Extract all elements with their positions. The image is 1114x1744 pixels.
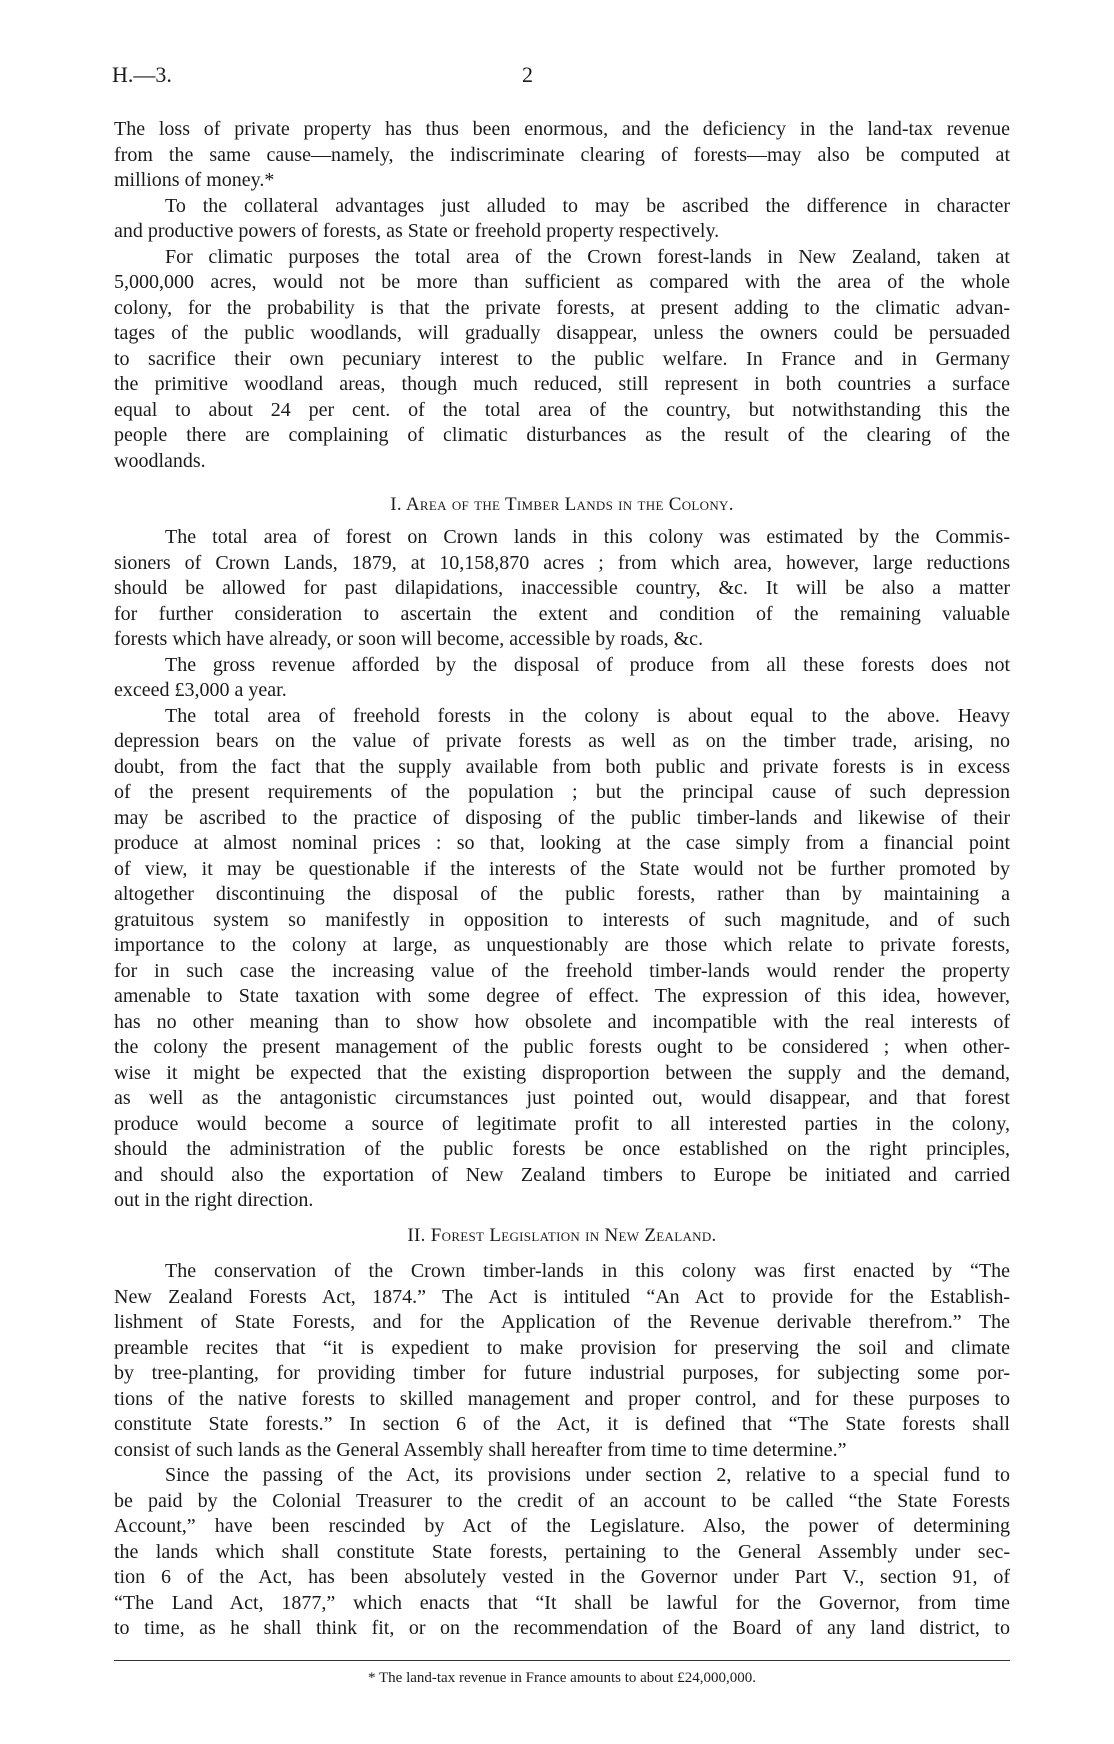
- document-reference: H.—3.: [112, 62, 172, 87]
- text-line: For climatic purposes the total area of the Crown forest-lands in New Zealand, taken at: [165, 245, 1010, 268]
- text-line: New Zealand Forests Act, 1874.” The Act is intituled “An Act to provide for the Establish-: [114, 1285, 1010, 1308]
- text-line: To the collateral advantages just alluded to may be ascribed the difference in character: [165, 194, 1010, 217]
- paragraph: [114, 1463, 1010, 1642]
- text-line: consist of such lands as the General Assembly shall hereafter from time to time determine.”: [114, 1438, 847, 1461]
- text-line: exceed £3,000 a year.: [114, 679, 287, 701]
- text-line: wise it might be expected that the existing disproportion between the supply and the demand,: [114, 1061, 1010, 1084]
- paragraph: [114, 194, 1010, 245]
- text-line: doubt, from the fact that the supply available from both public and private forests is in excess: [114, 755, 1010, 778]
- text-line: The loss of private property has thus been enormous, and the deficiency in the land-tax revenue: [114, 118, 1010, 140]
- text-line: importance to the colony at large, as unquestionably are those which relate to private forests,: [114, 934, 1010, 956]
- text-line: and productive powers of forests, as State or freehold property respectively.: [114, 220, 720, 242]
- intro-section: [114, 117, 1010, 474]
- text-line: 5,000,000 acres, would not be more than sufficient as compared with the area of the whole: [114, 271, 1010, 293]
- text-line: from the same cause—namely, the indiscriminate clearing of forests—may also be computed at: [114, 143, 1010, 166]
- section-heading-timber-lands: I. Area of the Timber Lands in the Colony.: [390, 494, 734, 515]
- paragraph: [114, 245, 1010, 475]
- footnote-divider: [114, 1660, 1010, 1661]
- text-line: may be ascribed to the practice of disposing of the public timber-lands and likewise of their: [114, 806, 1010, 829]
- paragraph: [114, 525, 1010, 653]
- text-line: Account,” have been rescinded by Act of the Legislature. Also, the power of determining: [114, 1515, 1010, 1537]
- text-line: equal to about 24 per cent. of the total area of the country, but notwithstanding this the: [114, 398, 1010, 421]
- forest-legislation-section: [114, 1259, 1010, 1642]
- text-line: should the administration of the public forests be once established on the right principles,: [114, 1138, 1010, 1160]
- text-line: The gross revenue afforded by the disposal of produce from all these forests does not: [165, 653, 1010, 676]
- text-line: tion 6 of the Act, has been absolutely vested in the Governor under Part V., section 91, of: [114, 1566, 1010, 1588]
- text-line: altogether discontinuing the disposal of the public forests, rather than by maintaining a: [114, 883, 1010, 905]
- paragraph: [114, 117, 1010, 194]
- text-line: Since the passing of the Act, its provisions under section 2, relative to a special fund to: [165, 1464, 1010, 1486]
- text-line: lishment of State Forests, and for the Application of the Revenue derivable therefrom.” The: [114, 1311, 1010, 1333]
- text-line: and should also the exportation of New Zealand timbers to Europe be initiated and carried: [114, 1163, 1010, 1186]
- text-line: sioners of Crown Lands, 1879, at 10,158,870 acres ; from which area, however, large reductions: [114, 551, 1010, 574]
- page-number: 2: [522, 62, 533, 87]
- paragraph: [114, 1259, 1010, 1463]
- text-line: the colony the present management of the public forests ought to be considered ; when other-: [114, 1036, 1010, 1058]
- text-line: should be allowed for past dilapidations, inaccessible country, &c. It will be also a matter: [114, 577, 1010, 599]
- text-line: millions of money.*: [114, 169, 275, 191]
- text-line: woodlands.: [114, 449, 206, 472]
- text-line: forests which have already, or soon will become, accessible by roads, &c.: [114, 628, 704, 650]
- text-line: tions of the native forests to skilled management and proper control, and for these purposes to: [114, 1387, 1010, 1410]
- text-line: “The Land Act, 1877,” which enacts that “It shall be lawful for the Governor, from time: [114, 1591, 1010, 1614]
- text-line: The total area of freehold forests in the colony is about equal to the above. Heavy: [165, 704, 1010, 727]
- text-line: to time, as he shall think fit, or on the recommendation of the Board of any land district, to: [114, 1617, 1010, 1639]
- text-line: amenable to State taxation with some degree of effect. The expression of this idea, however,: [114, 985, 1010, 1007]
- text-line: the lands which shall constitute State forests, pertaining to the General Assembly under sec-: [114, 1540, 1010, 1563]
- text-line: produce would become a source of legitimate profit to all interested parties in the colony,: [114, 1112, 1010, 1135]
- paragraph: [114, 704, 1010, 1214]
- text-line: constitute State forests.” In section 6 of the Act, it is defined that “The State forests shall: [114, 1413, 1010, 1435]
- text-line: for further consideration to ascertain the extent and condition of the remaining valuable: [114, 602, 1010, 625]
- footnote: * The land-tax revenue in France amounts to about £24,000,000.: [368, 1670, 756, 1686]
- text-line: The conservation of the Crown timber-lands in this colony was first enacted by “The: [165, 1260, 1010, 1282]
- text-line: colony, for the probability is that the private forests, at present adding to the climatic advan-: [114, 296, 1010, 319]
- text-line: tages of the public woodlands, will gradually disappear, unless the owners could be persuaded: [114, 322, 1010, 344]
- text-line: of view, it may be questionable if the interests of the State would not be further promoted by: [114, 857, 1010, 880]
- text-line: as well as the antagonistic circumstances just pointed out, would disappear, and that forest: [114, 1087, 1010, 1109]
- text-line: has no other meaning than to show how obsolete and incompatible with the real interests of: [114, 1010, 1010, 1033]
- timber-lands-section: [114, 525, 1010, 1214]
- section-heading-forest-legislation: II. Forest Legislation in New Zealand.: [407, 1225, 717, 1246]
- text-line: of the present requirements of the population ; but the principal cause of such depression: [114, 781, 1010, 803]
- text-line: produce at almost nominal prices : so that, looking at the case simply from a financial point: [114, 832, 1010, 854]
- paragraph: [114, 653, 1010, 704]
- text-line: be paid by the Colonial Treasurer to the credit of an account to be called “the State Forests: [114, 1489, 1010, 1512]
- text-line: to sacrifice their own pecuniary interest to the public welfare. In France and in Germany: [114, 347, 1010, 370]
- text-line: preamble recites that “it is expedient to make provision for preserving the soil and climate: [114, 1336, 1010, 1359]
- text-line: people there are complaining of climatic disturbances as the result of the clearing of the: [114, 424, 1010, 446]
- text-line: for in such case the increasing value of the freehold timber-lands would render the property: [114, 959, 1010, 982]
- text-line: gratuitous system so manifestly in opposition to interests of such magnitude, and of such: [114, 908, 1010, 931]
- text-line: out in the right direction.: [114, 1189, 314, 1211]
- text-line: The total area of forest on Crown lands in this colony was estimated by the Commis-: [165, 526, 1010, 548]
- text-line: depression bears on the value of private forests as well as on the timber trade, arising, no: [114, 730, 1010, 752]
- text-line: the primitive woodland areas, though much reduced, still represent in both countries a surface: [114, 373, 1010, 395]
- text-line: by tree-planting, for providing timber for future industrial purposes, for subjecting some por-: [114, 1362, 1010, 1384]
